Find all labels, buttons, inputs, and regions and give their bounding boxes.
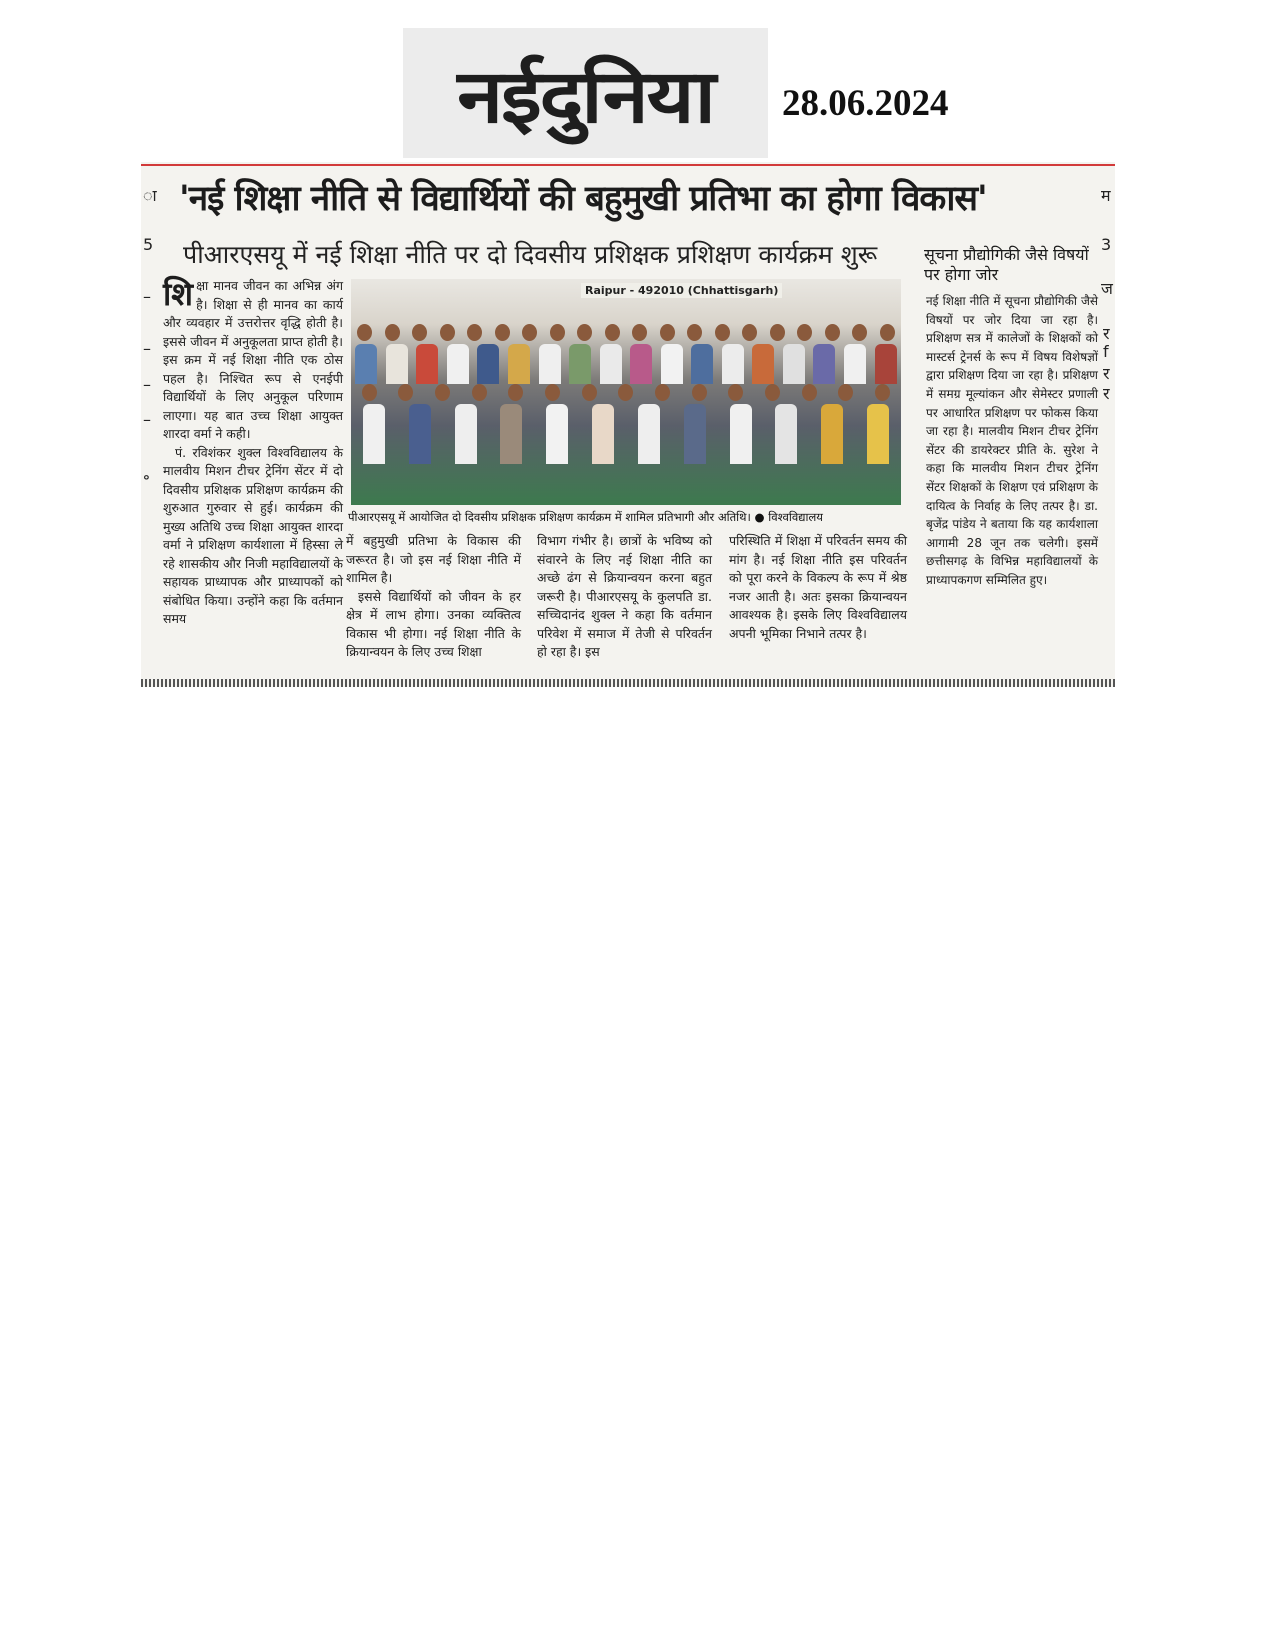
photo-people-row [351, 344, 901, 384]
article-column-3 [537, 532, 712, 662]
article-paragraph: विभाग गंभीर है। छात्रों के भविष्य को संवारने के लिए नई शिक्षा नीति का अच्छे ढंग से क्रियान्वयन करना बहुत जरूरी है। पीआरएसयू के कुलपति डा. सच्चिदानंद शुक्ल ने कहा कि वर्तमान परिवेश में समाज में तेजी से परिवर्तन हो रहा है। इस [537, 533, 712, 659]
left-edge-glyph: – [143, 339, 151, 358]
right-edge-glyph: र [1103, 364, 1110, 383]
right-edge-glyph: f [1103, 342, 1109, 361]
left-edge-glyph: – [143, 410, 151, 429]
drop-cap: शि [163, 275, 194, 313]
article-subheadline: पीआरएसयू में नई शिक्षा नीति पर दो दिवसीय प्रशिक्षक प्रशिक्षण कार्यक्रम शुरू [183, 240, 878, 269]
sidebar-heading: सूचना प्रौद्योगिकी जैसे विषयों पर होगा जोर [924, 245, 1089, 284]
article-paragraph: शिक्षा मानव जीवन का अभिन्न अंग है। शिक्षा से ही मानव का कार्य और व्यवहार में उत्तरोत्तर वृद्धि होती है। इससे जीवन में अनुकूलता प्राप्त होती है। इस क्रम में नई शिक्षा नीति एक ठोस पहल है। निश्चित रूप से एनईपी विद्यार्थियों के लिए अनुकूल परिणाम लाएगा। यह बात उच्च शिक्षा आयुक्त शारदा वर्मा ने कही। [163, 275, 343, 441]
photo-people-row [351, 384, 901, 401]
article-column-1 [163, 277, 343, 629]
left-edge-glyph: ा [143, 186, 157, 205]
publication-date: 28.06.2024 [782, 83, 949, 124]
right-edge-glyph: र [1103, 384, 1110, 403]
right-edge-glyph: म [1101, 186, 1111, 205]
photo-people-row [351, 324, 901, 341]
clipping-top-rule [141, 164, 1115, 166]
article-column-4 [729, 532, 907, 643]
group-photo [351, 279, 901, 505]
article-paragraph: पं. रविशंकर शुक्ल विश्वविद्यालय के मालवीय मिशन टीचर ट्रेनिंग सेंटर में दो दिवसीय प्रशिक्षक प्रशिक्षण कार्यक्रम की शुरुआत गुरुवार से हुई। कार्यक्रम की मुख्य अतिथि उच्च शिक्षा आयुक्त शारदा वर्मा ने प्रशिक्षण कार्यशाला में हिस्सा ले रहे शासकीय और निजी महाविद्यालयों के सहायक प्राध्यापक और प्राध्यापकों को संबोधित किया। उन्होंने कहा कि वर्तमान समय [163, 444, 343, 626]
news-clipping [141, 162, 1115, 687]
photo-caption: पीआरएसयू में आयोजित दो दिवसीय प्रशिक्षक प्रशिक्षण कार्यक्रम में शामिल प्रतिभागी और अतिथि। ● विश्वविद्यालय [348, 510, 823, 524]
photo-people-row [351, 404, 901, 464]
article-headline: 'नई शिक्षा नीति से विद्यार्थियों की बहुमुखी प्रतिभा का होगा विकास' [179, 179, 987, 219]
article-paragraph: इससे विद्यार्थियों को जीवन के हर क्षेत्र में लाभ होगा। उनका व्यक्तित्व विकास भी होगा। नई शिक्षा नीति के क्रियान्वयन के लिए उच्च शिक्षा [346, 588, 521, 659]
newspaper-masthead [403, 28, 768, 158]
sidebar-text: नई शिक्षा नीति में सूचना प्रौद्योगिकी जैसे विषयों पर जोर दिया जा रहा है। प्रशिक्षण सत्र में कालेजों के शिक्षकों को मास्टर्स ट्रेनर्स के रूप में विषय विशेषज्ञों द्वारा प्रशिक्षण दिया जा रहा है। प्रशिक्षण में समग्र मूल्यांकन और सेमेस्टर प्रणाली पर आधारित प्रशिक्षण पर फोकस किया जा रहा है। मालवीय मिशन टीचर ट्रेनिंग सेंटर की डायरेक्टर प्रीति के. सुरेश ने कहा कि मालवीय मिशन टीचर ट्रेनिंग सेंटर शिक्षकों के शिक्षण एवं प्रशिक्षण के दायित्व के निर्वाह के लिए तत्पर है। डा. बृजेंद्र पांडेय ने बताया कि यह कार्यशाला आगामी 28 जून तक चलेगी। इसमें छत्तीसगढ़ के विभिन्न महाविद्यालयों के प्राध्यापकगण सम्मिलित हुए। [926, 294, 1098, 587]
left-edge-glyph: – [143, 287, 151, 306]
right-edge-glyph: ज [1101, 279, 1113, 298]
masthead-logo-text: नईदुनिया [457, 53, 714, 140]
article-column-2 [346, 532, 521, 662]
left-edge-glyph: ॰ [143, 469, 150, 488]
clipping-bottom-rule [141, 679, 1115, 687]
article-paragraph: में बहुमुखी प्रतिभा के विकास की जरूरत है। जो इस नई शिक्षा नीति में शामिल है। [346, 533, 521, 585]
right-edge-glyph: र [1103, 324, 1110, 343]
photo-banner-text: Raipur - 492010 (Chhattisgarh) [581, 283, 782, 298]
left-edge-glyph: 5 [143, 235, 154, 254]
article-paragraph: परिस्थिति में शिक्षा में परिवर्तन समय की मांग है। नई शिक्षा नीति इस परिवर्तन को पूरा करने के विकल्प के रूप में श्रेष्ठ नजर आती है। अतः इसका क्रियान्वयन आवश्यक है। इसके लिए विश्वविद्यालय अपनी भूमिका निभाने तत्पर है। [729, 533, 907, 641]
right-edge-glyph: 3 [1101, 235, 1112, 254]
left-edge-glyph: – [143, 375, 151, 394]
